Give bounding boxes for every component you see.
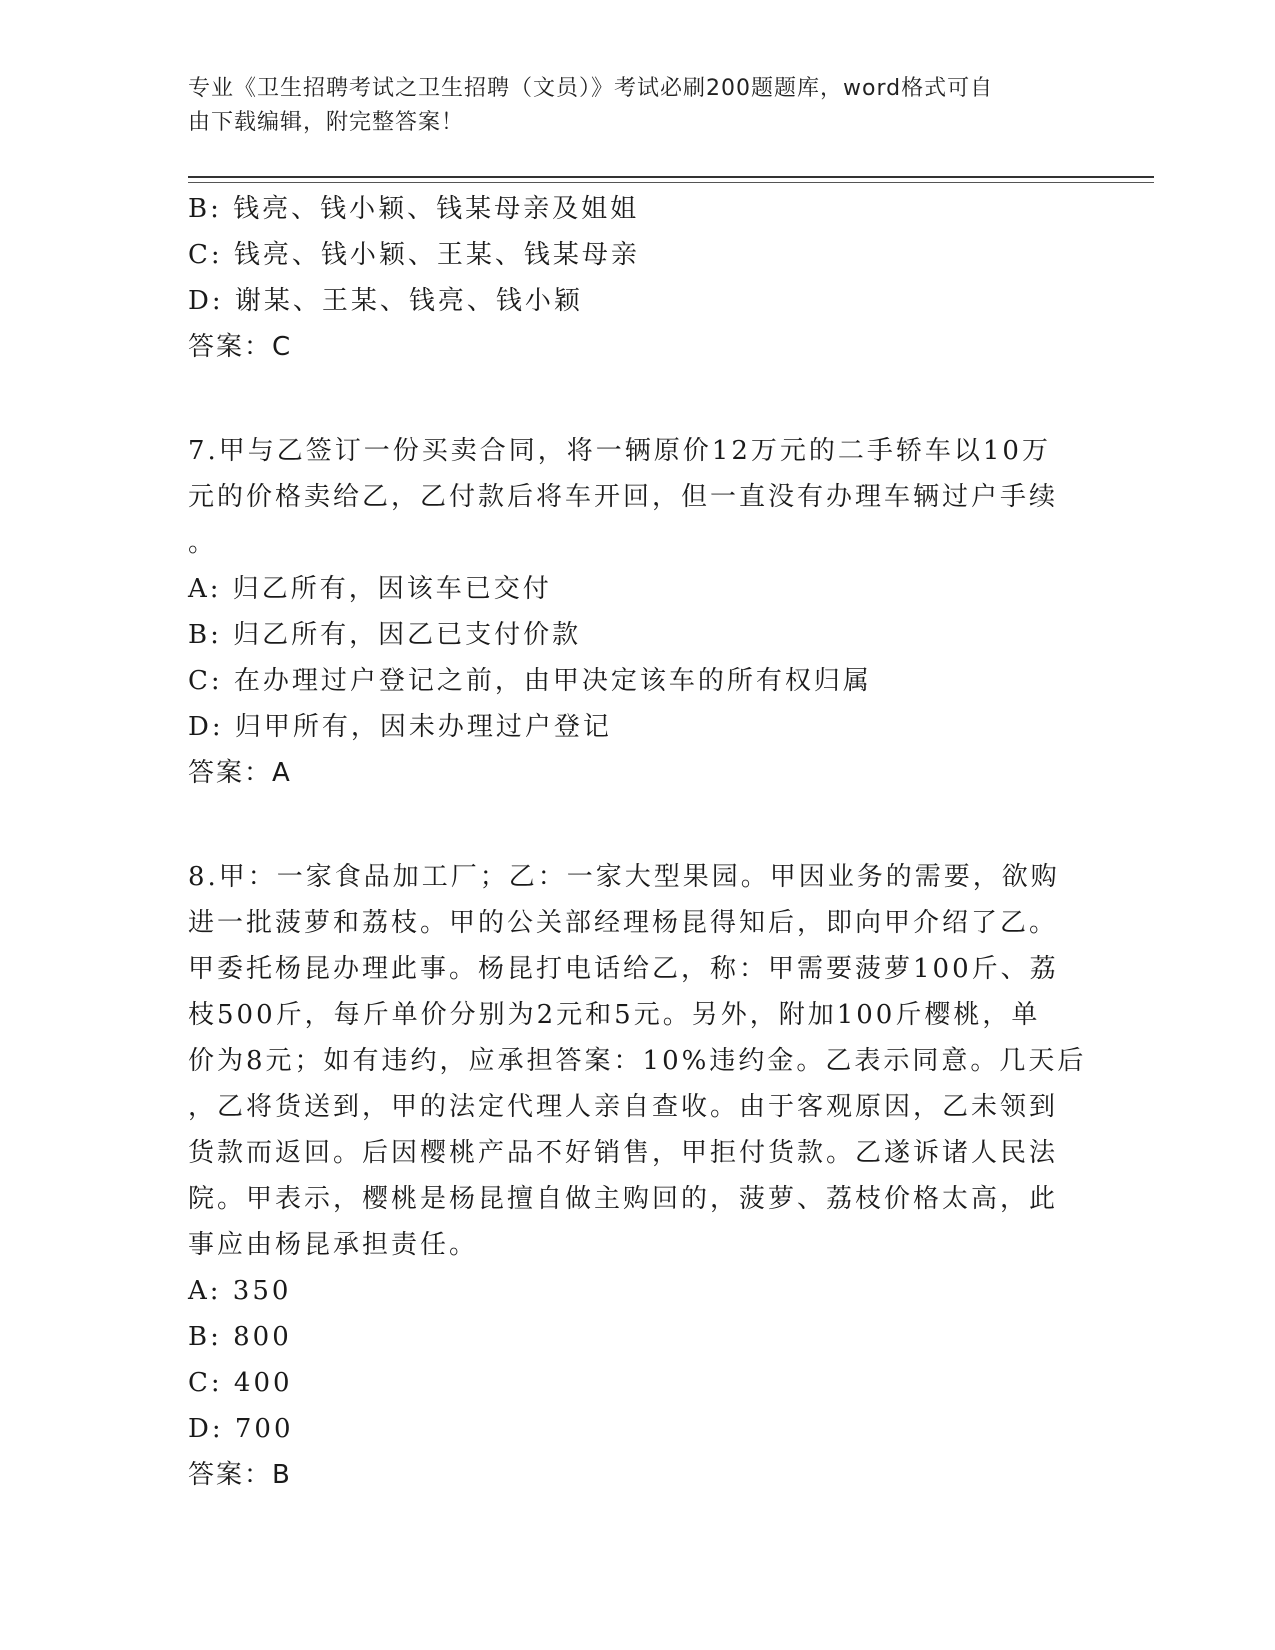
question-stem [188,854,1087,1268]
option-b: B: 800 [188,1322,292,1352]
stem-line: 甲委托杨昆办理此事。杨昆打电话给乙，称：甲需要菠萝100斤、荔 [188,954,1059,984]
stem-line: 枝500斤，每斤单价分别为2元和5元。另外，附加100斤樱桃，单 [188,1000,1041,1030]
page-header [188,72,1088,140]
option-b: B: 钱亮、钱小颖、钱某母亲及姐姐 [188,194,640,224]
option-a: A: 350 [188,1276,292,1306]
header-divider [188,176,1154,178]
question-8 [188,854,1087,1498]
stem-line: 货款而返回。后因樱桃产品不好销售，甲拒付货款。乙遂诉诸人民法 [188,1138,1059,1168]
option-b: B: 归乙所有，因乙已支付价款 [188,620,582,650]
option-d: D: 归甲所有，因未办理过户登记 [188,712,612,742]
stem-line: 进一批菠萝和荔枝。甲的公关部经理杨昆得知后，即向甲介绍了乙。 [188,908,1059,938]
stem-line: 7.甲与乙签订一份买卖合同，将一辆原价12万元的二手轿车以10万 [188,436,1051,466]
answer-line: 答案：C [188,332,293,362]
option-c: C: 400 [188,1368,293,1398]
option-d: D: 谢某、王某、钱亮、钱小颖 [188,286,583,316]
header-line-2: 由下载编辑，附完整答案！ [188,110,465,135]
question-6-tail [188,186,1078,370]
option-c: C: 在办理过户登记之前，由甲决定该车的所有权归属 [188,666,872,696]
header-line-1: 专业《卫生招聘考试之卫生招聘（文员）》考试必刷200题题库，word格式可自 [188,76,994,101]
stem-line: 元的价格卖给乙，乙付款后将车开回，但一直没有办理车辆过户手续 [188,482,1059,512]
stem-line: 8.甲：一家食品加工厂；乙：一家大型果园。甲因业务的需要，欲购 [188,862,1060,892]
answer-line: 答案：A [188,758,292,788]
stem-line: 事应由杨昆承担责任。 [188,1230,479,1260]
stem-line: ，乙将货送到，甲的法定代理人亲自查收。由于客观原因，乙未领到 [188,1092,1059,1122]
stem-line: 。 [188,528,218,558]
answer-line: 答案：B [188,1460,292,1490]
option-a: A: 归乙所有，因该车已交付 [188,574,552,604]
stem-line: 价为8元；如有违约，应承担答案：10%违约金。乙表示同意。几天后 [188,1046,1087,1076]
option-c: C: 钱亮、钱小颖、王某、钱某母亲 [188,240,640,270]
question-stem [188,428,1078,566]
question-7 [188,428,1078,796]
header-divider-thin [188,182,1154,183]
stem-line: 院。甲表示，樱桃是杨昆擅自做主购回的，菠萝、荔枝价格太高，此 [188,1184,1059,1214]
document-body [188,186,1087,1498]
option-d: D: 700 [188,1414,294,1444]
